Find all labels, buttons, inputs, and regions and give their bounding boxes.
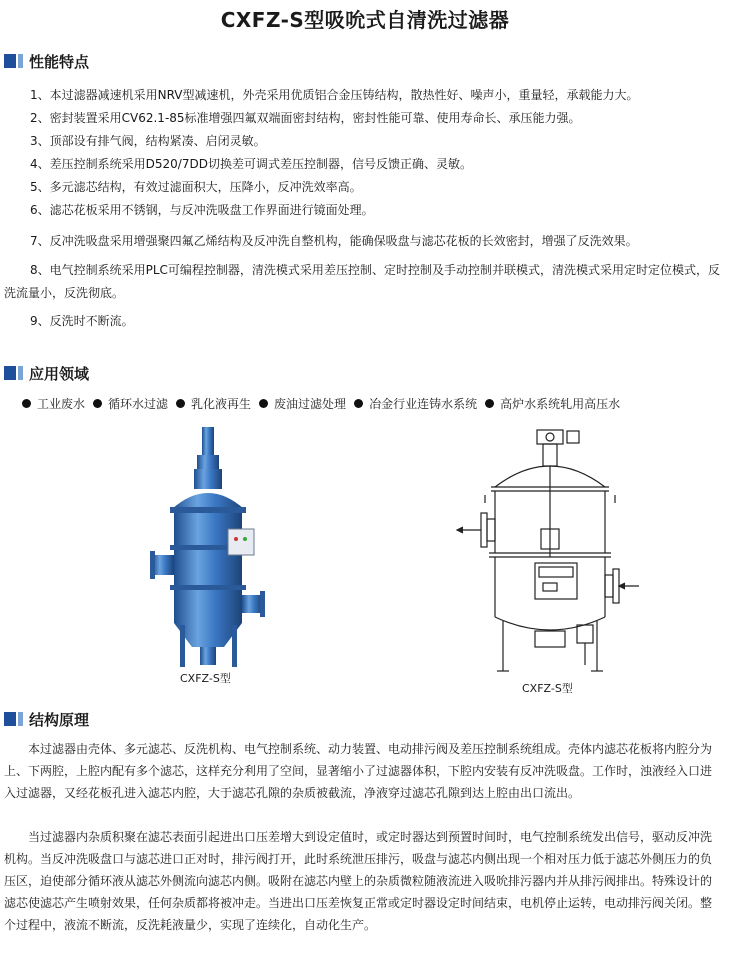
bullet-icon	[176, 399, 185, 408]
section-marker-icon	[18, 54, 23, 68]
section-marker-icon	[4, 366, 16, 380]
feature-item: 6、滤芯花板采用不锈钢，与反冲洗吸盘工作界面进行镜面处理。	[30, 203, 374, 217]
bullet-icon	[93, 399, 102, 408]
section-marker-icon	[4, 712, 16, 726]
section-marker-icon	[18, 712, 23, 726]
section-header-applications	[4, 362, 89, 384]
principle-paragraph: 本过滤器由壳体、多元滤芯、反洗机构、电气控制系统、动力装置、电动排污阀及差压控制系统组成。壳体内滤芯花板将内腔分为上、下两腔，上腔内配有多个滤芯，这样充分利用了空间，显著缩小了过滤器体积，下腔内安装有反冲洗吸盘。工作时，浊液经入口进入过滤器，又经花板孔进入滤芯内腔，大于滤芯孔隙的杂质被截流，净液穿过滤芯孔隙到达上腔由出口流出。	[4, 742, 713, 800]
section-header-principle	[4, 708, 89, 730]
feature-item: 8、电气控制系统采用PLC可编程控制器，清洗模式采用差压控制、定时控制及手动控制并联模式，清洗模式采用定时定位模式，反洗流量小，反洗彻底。	[4, 263, 720, 300]
filter-photo	[150, 425, 265, 670]
feature-item: 4、差压控制系统采用D520/7DD切换差可调式差压控制器，信号反馈正确、灵敏。	[30, 157, 472, 171]
bullet-icon	[22, 399, 31, 408]
feature-item: 5、多元滤芯结构，有效过滤面积大，压降小，反冲洗效率高。	[30, 180, 362, 194]
application-item: 废油过滤处理	[259, 395, 346, 412]
bullet-icon	[259, 399, 268, 408]
bullet-icon	[485, 399, 494, 408]
photo-caption: CXFZ-S型	[180, 672, 231, 685]
application-item: 循环水过滤	[93, 395, 168, 412]
section-marker-icon	[4, 54, 16, 68]
section-title: 应用领域	[29, 364, 90, 383]
principle-paragraph: 当过滤器内杂质积聚在滤芯表面引起进出口压差增大到设定值时，或定时器达到预置时间时，电气控制系统发出信号，驱动反冲洗机构。当反冲洗吸盘口与滤芯进口正对时，排污阀打开，此时系统泄压排污，吸盘与滤芯内侧出现一个相对压力低于滤芯外侧压力的负压区，迫使部分循环液从滤芯外侧流向滤芯内侧。吸附在滤芯内壁上的杂质微粒随液流进入吸吮排污器内并从排污阀排出。特殊设计的滤芯使滤芯产生喷射效果，任何杂质都将被冲走。当进出口压差恢复正常或定时器设定时间结束，电机停止运转，电动排污阀关闭。整个过程中，液流不断流，反洗耗液量少，实现了连续化，自动化生产。	[4, 830, 713, 932]
drawing-caption: CXFZ-S型	[522, 682, 573, 695]
section-title: 结构原理	[29, 710, 90, 729]
feature-item: 1、本过滤器减速机采用NRV型减速机，外壳采用优质铝合金压铸结构，散热性好、噪声小，重量轻，承载能力大。	[30, 88, 639, 102]
section-title: 性能特点	[29, 52, 90, 71]
application-item: 乳化液再生	[176, 395, 251, 412]
bullet-icon	[354, 399, 363, 408]
feature-item: 2、密封装置采用CV62.1-85标准增强四氟双端面密封结构，密封性能可靠、使用寿命长、承压能力强。	[30, 111, 581, 125]
feature-item: 7、反冲洗吸盘采用增强聚四氟乙烯结构及反冲洗自整机构，能确保吸盘与滤芯花板的长效密封，增强了反洗效果。	[30, 234, 638, 248]
section-header-features	[4, 50, 89, 72]
section-marker-icon	[18, 366, 23, 380]
application-item: 冶金行业连铸水系统	[354, 395, 477, 412]
feature-item: 3、顶部设有排气阀，结构紧凑、启闭灵敏。	[30, 134, 266, 148]
application-list	[22, 395, 722, 412]
application-item: 高炉水系统轧用高压水	[485, 395, 620, 412]
feature-item: 9、反洗时不断流。	[30, 314, 134, 328]
application-item: 工业废水	[22, 395, 85, 412]
filter-drawing	[455, 425, 655, 675]
page-title: CXFZ-S型吸吮式自清洗过滤器	[220, 8, 510, 32]
